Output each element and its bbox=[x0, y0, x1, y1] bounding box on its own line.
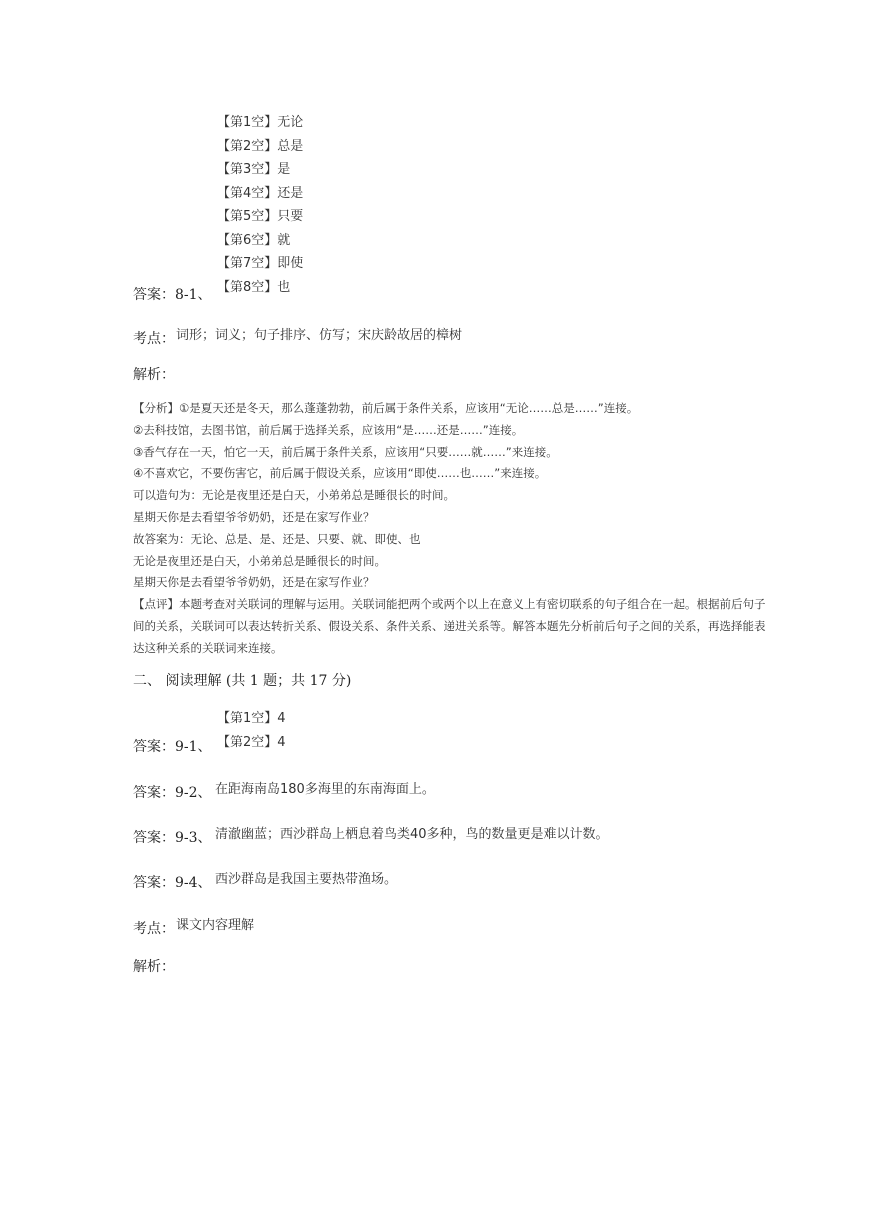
blank-text: 只要 bbox=[277, 209, 304, 224]
blank-tag: 【第2空】 bbox=[217, 138, 278, 154]
blank-row bbox=[217, 135, 303, 159]
blank-row bbox=[217, 276, 303, 300]
blank-row bbox=[217, 111, 303, 135]
blank-tag: 【第2空】 bbox=[217, 734, 278, 750]
kaodian-label: 考点： bbox=[133, 921, 175, 937]
analysis-line: 星期天你是去看望爷爷奶奶，还是在家写作业？ bbox=[133, 509, 375, 524]
blank-text: 还是 bbox=[277, 185, 304, 201]
analysis-line: 可以造句为：无论是夜里还是白天，小弟弟总是睡很长的时间。 bbox=[133, 488, 455, 503]
kaodian-text: 词形；词义；句子排序、仿写；宋庆龄故居的樟树 bbox=[176, 328, 463, 343]
analysis-line: 【分析】①是夏天还是冬天，那么蓬蓬勃勃，前后属于条件关系，应该用“无论……总是……”连接。 bbox=[133, 401, 639, 415]
analysis-line: 无论是夜里还是白天，小弟弟总是睡很长的时间。 bbox=[133, 553, 386, 568]
answer-9-4-label: 答案：9-4、 bbox=[133, 875, 212, 891]
blank-tag: 【第1空】 bbox=[217, 115, 278, 130]
blank-row bbox=[217, 707, 286, 731]
blank-text: 也 bbox=[277, 279, 291, 295]
analysis-line: 【点评】本题考查对关联词的理解与运用。关联词能把两个或两个以上在意义上有密切联系的句子组合在一起。根据前后句子 bbox=[133, 597, 766, 612]
blank-text: 是 bbox=[277, 162, 291, 177]
blank-tag: 【第5空】 bbox=[217, 209, 278, 224]
answer-9-3-label: 答案：9-3、 bbox=[133, 830, 212, 846]
blank-row bbox=[217, 205, 303, 229]
blank-text: 4 bbox=[277, 734, 286, 750]
kaodian-label: 考点： bbox=[133, 331, 175, 347]
answer-9-3-text: 清澈幽蓝；西沙群岛上栖息着鸟类40多种，鸟的数量更是难以计数。 bbox=[215, 827, 609, 842]
analysis-line: 星期天你是去看望爷爷奶奶，还是在家写作业？ bbox=[133, 575, 375, 590]
blank-tag: 【第8空】 bbox=[217, 279, 278, 295]
section-title: 二、 阅读理解 (共 1 题；共 17 分) bbox=[133, 673, 352, 689]
answer-8-1-label: 答案：8-1、 bbox=[133, 287, 212, 303]
blank-text: 4 bbox=[277, 711, 286, 726]
analysis-line: 达这种关系的关联词来连接。 bbox=[133, 640, 283, 655]
answer-9-2-text: 在距海南岛180多海里的东南海面上。 bbox=[215, 782, 435, 797]
blank-text: 即使 bbox=[277, 256, 304, 271]
blank-text: 总是 bbox=[277, 138, 304, 154]
analysis-block bbox=[133, 398, 843, 660]
blank-row bbox=[217, 252, 303, 276]
blank-row bbox=[217, 229, 303, 253]
answer-9-1-blanks bbox=[217, 707, 286, 754]
analysis-line: 故答案为：无论、总是、是、还是、只要、就、即使、也 bbox=[133, 531, 421, 546]
blank-row bbox=[217, 182, 303, 206]
answer-8-1-blanks bbox=[217, 111, 303, 299]
blank-row bbox=[217, 158, 303, 182]
answer-9-1-label: 答案：9-1、 bbox=[133, 739, 212, 755]
analysis-line: ③香气存在一天，怕它一天，前后属于条件关系，应该用“只要……就……”来连接。 bbox=[133, 444, 558, 459]
analysis-line: ④不喜欢它，不要伤害它，前后属于假设关系，应该用“即使……也……”来连接。 bbox=[133, 466, 547, 481]
jiexi-label: 解析： bbox=[133, 367, 175, 383]
jiexi-label: 解析： bbox=[133, 959, 175, 975]
analysis-line: 间的关系，关联词可以表达转折关系、假设关系、条件关系、递进关系等。解答本题先分析前后句子之间的关系，再选择能表 bbox=[133, 618, 766, 633]
kaodian-text: 课文内容理解 bbox=[176, 918, 255, 933]
blank-row bbox=[217, 731, 286, 755]
analysis-line: ②去科技馆，去图书馆，前后属于选择关系，应该用“是……还是……”连接。 bbox=[133, 422, 524, 437]
blank-text: 无论 bbox=[277, 115, 304, 130]
blank-tag: 【第4空】 bbox=[217, 185, 278, 201]
blank-tag: 【第3空】 bbox=[217, 162, 278, 177]
blank-tag: 【第6空】 bbox=[217, 232, 278, 248]
blank-text: 就 bbox=[277, 232, 291, 248]
answer-9-4-text: 西沙群岛是我国主要热带渔场。 bbox=[215, 872, 398, 887]
blank-tag: 【第1空】 bbox=[217, 711, 278, 726]
blank-tag: 【第7空】 bbox=[217, 256, 278, 271]
answer-9-2-label: 答案：9-2、 bbox=[133, 785, 212, 801]
